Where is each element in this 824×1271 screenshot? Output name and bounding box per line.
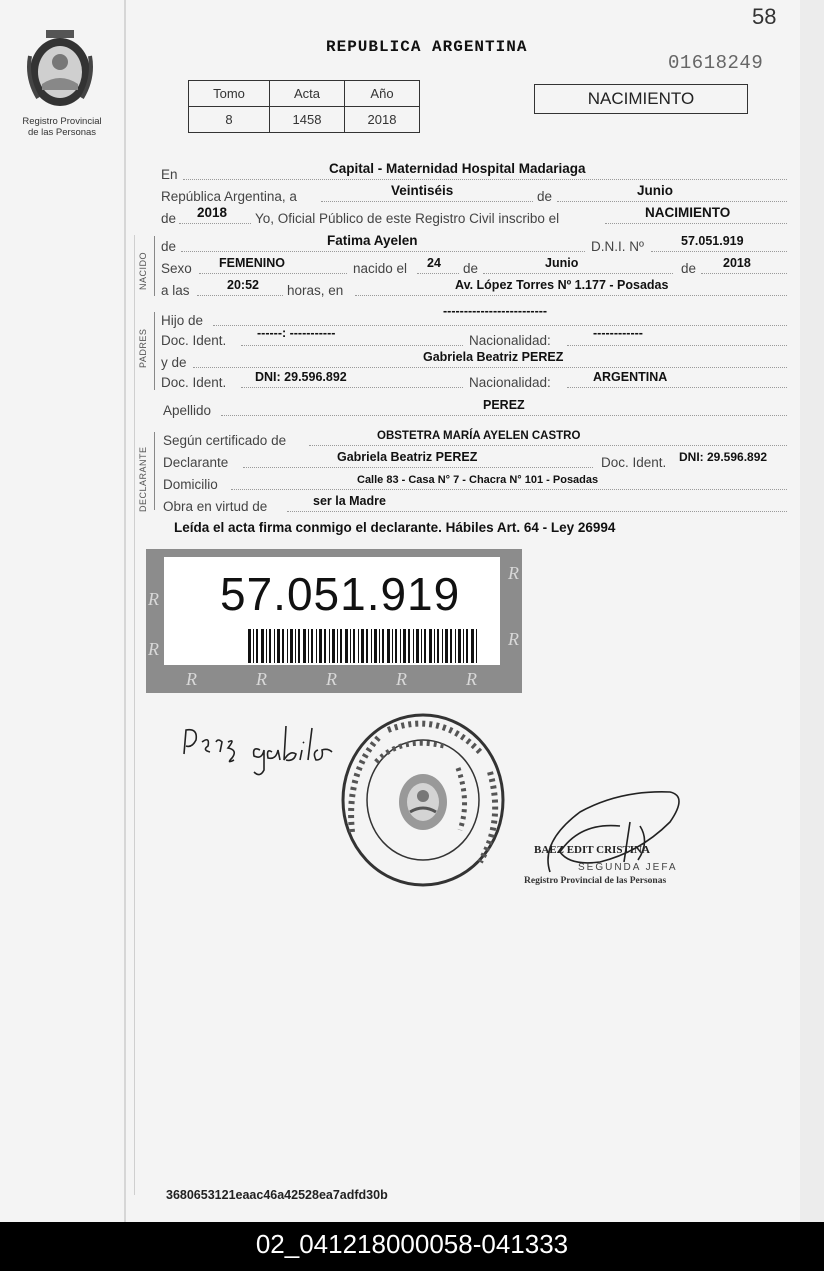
row-surname bbox=[161, 398, 789, 418]
label-apellido: Apellido bbox=[163, 403, 212, 418]
row-inscription bbox=[161, 206, 789, 226]
label-doc-ident: Doc. Ident. bbox=[161, 333, 227, 348]
page-edge bbox=[800, 0, 824, 1222]
value-father-nationality: ------------ bbox=[593, 326, 643, 340]
side-label-nacido: NACIDO bbox=[138, 251, 148, 290]
label-obra: Obra en virtud de bbox=[163, 499, 268, 514]
pattern-letter: R bbox=[186, 669, 197, 689]
dotted-line bbox=[605, 223, 787, 224]
row-by-virtue bbox=[161, 494, 789, 514]
row-father-doc bbox=[161, 328, 789, 348]
label-sexo: Sexo bbox=[161, 261, 192, 276]
row-mother-doc bbox=[161, 370, 789, 390]
label-horas-en: horas, en bbox=[287, 283, 344, 298]
value-certificate-by: OBSTETRA MARÍA AYELEN CASTRO bbox=[377, 430, 581, 442]
row-mother bbox=[161, 350, 789, 370]
label-nacido-el: nacido el bbox=[353, 261, 408, 276]
dotted-line bbox=[309, 445, 787, 446]
register-header-tomo: Tomo bbox=[189, 81, 270, 107]
left-margin-line bbox=[124, 0, 126, 1222]
value-mother-doc: DNI: 29.596.892 bbox=[255, 370, 347, 384]
dotted-line bbox=[321, 201, 533, 202]
dotted-line bbox=[417, 273, 459, 274]
pattern-letter: R bbox=[396, 669, 407, 689]
dotted-line bbox=[197, 295, 283, 296]
dotted-line bbox=[241, 387, 463, 388]
label-de4: de bbox=[463, 261, 479, 276]
value-father: ------------------------- bbox=[443, 304, 548, 318]
logo-caption bbox=[6, 116, 118, 138]
dotted-line bbox=[557, 201, 787, 202]
dotted-line bbox=[567, 345, 787, 346]
pattern-letter: R bbox=[508, 629, 519, 649]
declarante-bracket bbox=[154, 432, 155, 510]
handwritten-signature-icon bbox=[178, 720, 358, 790]
dotted-line bbox=[221, 415, 787, 416]
value-domicile: Calle 83 - Casa N° 7 - Chacra N° 101 - Posadas bbox=[357, 474, 599, 486]
dotted-line bbox=[287, 511, 787, 512]
value-day-words: Veintiséis bbox=[391, 183, 454, 198]
label-doc-ident3: Doc. Ident. bbox=[601, 455, 667, 470]
footer-bar bbox=[0, 1222, 824, 1271]
value-address: Av. López Torres Nº 1.177 - Posadas bbox=[455, 278, 669, 292]
row-date bbox=[161, 184, 789, 204]
dotted-line bbox=[567, 387, 787, 388]
dotted-line bbox=[483, 273, 673, 274]
logo-caption-line1: Registro Provincial bbox=[22, 116, 102, 127]
label-de3: de bbox=[161, 239, 177, 254]
inner-margin-line bbox=[134, 235, 135, 1195]
official-role: SEGUNDA JEFA bbox=[578, 862, 678, 873]
label-oficial: Yo, Oficial Público de este Registro Civil inscribo el bbox=[255, 211, 560, 226]
pattern-letter: R bbox=[326, 669, 337, 689]
label-a-las: a las bbox=[161, 283, 190, 298]
pattern-letter: R bbox=[256, 669, 267, 689]
row-place bbox=[161, 162, 789, 182]
dotted-line bbox=[231, 489, 787, 490]
value-name: Fatima Ayelen bbox=[327, 233, 418, 248]
label-declarante: Declarante bbox=[163, 455, 229, 470]
value-declarant-doc: DNI: 29.596.892 bbox=[679, 450, 768, 464]
value-birth-day: 24 bbox=[427, 256, 441, 270]
document-hash: 3680653121eaac46a42528ea7adfd30b bbox=[166, 1188, 388, 1202]
row-certificate bbox=[161, 428, 789, 448]
official-name: BAEZ EDIT CRISTINA bbox=[534, 844, 650, 856]
value-sex: FEMENINO bbox=[219, 256, 285, 270]
serial-number: 01618249 bbox=[668, 52, 764, 74]
dotted-line bbox=[181, 251, 585, 252]
page-number: 58 bbox=[752, 4, 777, 29]
dotted-line bbox=[701, 273, 787, 274]
row-time-place bbox=[161, 278, 789, 298]
label-doc-ident2: Doc. Ident. bbox=[161, 375, 227, 390]
pattern-letter: R bbox=[148, 639, 159, 659]
footer-code: 02_041218000058-041333 bbox=[255, 1229, 569, 1259]
dotted-line bbox=[183, 179, 787, 180]
official-seal-icon bbox=[340, 712, 506, 888]
dotted-line bbox=[193, 367, 787, 368]
value-father-doc: ------: ----------- bbox=[257, 326, 336, 340]
row-declarant bbox=[161, 450, 789, 470]
label-de5: de bbox=[681, 261, 697, 276]
value-mother: Gabriela Beatriz PEREZ bbox=[423, 350, 564, 364]
record-type-box: NACIMIENTO bbox=[534, 84, 748, 114]
dotted-line bbox=[355, 295, 787, 296]
register-header-acta: Acta bbox=[270, 81, 345, 107]
label-republica: República Argentina, a bbox=[161, 189, 297, 204]
register-value-acta: 1458 bbox=[270, 107, 345, 133]
label-domicilio: Domicilio bbox=[163, 477, 218, 492]
closing-statement: Leída el acta firma conmigo el declarante. Hábiles Art. 64 - Ley 26994 bbox=[174, 520, 616, 535]
row-name bbox=[161, 234, 789, 254]
value-birth-year: 2018 bbox=[723, 256, 751, 270]
dotted-line bbox=[179, 223, 251, 224]
pattern-letter: R bbox=[148, 589, 159, 609]
value-act: NACIMIENTO bbox=[645, 205, 731, 220]
register-header-row bbox=[189, 81, 420, 107]
label-nacionalidad2: Nacionalidad: bbox=[469, 375, 551, 390]
dotted-line bbox=[243, 467, 593, 468]
dotted-line bbox=[199, 273, 347, 274]
label-hijo-de: Hijo de bbox=[161, 313, 204, 328]
register-value-anio: 2018 bbox=[345, 107, 420, 133]
label-y-de: y de bbox=[161, 355, 187, 370]
dni-sticker-label bbox=[164, 557, 500, 665]
provincial-coat-of-arms-icon bbox=[24, 28, 96, 108]
document-title: REPUBLICA ARGENTINA bbox=[326, 38, 528, 56]
register-value-tomo: 8 bbox=[189, 107, 270, 133]
value-surname: PEREZ bbox=[483, 398, 525, 412]
register-header-anio: Año bbox=[345, 81, 420, 107]
value-month: Junio bbox=[637, 183, 673, 198]
label-nacionalidad: Nacionalidad: bbox=[469, 333, 551, 348]
dni-sticker bbox=[146, 549, 522, 693]
dni-sticker-number: 57.051.919 bbox=[220, 568, 461, 620]
label-en: En bbox=[161, 167, 178, 182]
logo-caption-line2: de las Personas bbox=[27, 127, 97, 138]
padres-bracket bbox=[154, 312, 155, 390]
value-birth-month: Junio bbox=[545, 256, 579, 270]
nacido-bracket bbox=[154, 236, 155, 296]
label-de2: de bbox=[161, 211, 177, 226]
label-de: de bbox=[537, 189, 553, 204]
row-domicile bbox=[161, 472, 789, 492]
barcode-icon bbox=[248, 629, 480, 663]
value-declarant: Gabriela Beatriz PEREZ bbox=[337, 450, 478, 464]
value-mother-nationality: ARGENTINA bbox=[593, 370, 668, 384]
value-year: 2018 bbox=[197, 205, 228, 220]
side-label-padres: PADRES bbox=[138, 328, 148, 368]
register-value-row bbox=[189, 107, 420, 133]
row-father bbox=[161, 304, 789, 328]
dotted-line bbox=[651, 251, 787, 252]
dotted-line bbox=[241, 345, 463, 346]
value-dni: 57.051.919 bbox=[681, 234, 744, 248]
value-by-virtue: ser la Madre bbox=[313, 494, 386, 508]
pattern-letter: R bbox=[466, 669, 477, 689]
value-time: 20:52 bbox=[227, 278, 259, 292]
official-office: Registro Provincial de las Personas bbox=[524, 876, 667, 886]
side-label-declarante: DECLARANTE bbox=[138, 446, 148, 512]
value-place: Capital - Maternidad Hospital Madariaga bbox=[329, 161, 586, 176]
register-table bbox=[188, 80, 420, 133]
pattern-letter: R bbox=[508, 563, 519, 583]
label-dni: D.N.I. Nº bbox=[591, 239, 644, 254]
row-sex bbox=[161, 256, 789, 276]
label-segun: Según certificado de bbox=[163, 433, 287, 448]
